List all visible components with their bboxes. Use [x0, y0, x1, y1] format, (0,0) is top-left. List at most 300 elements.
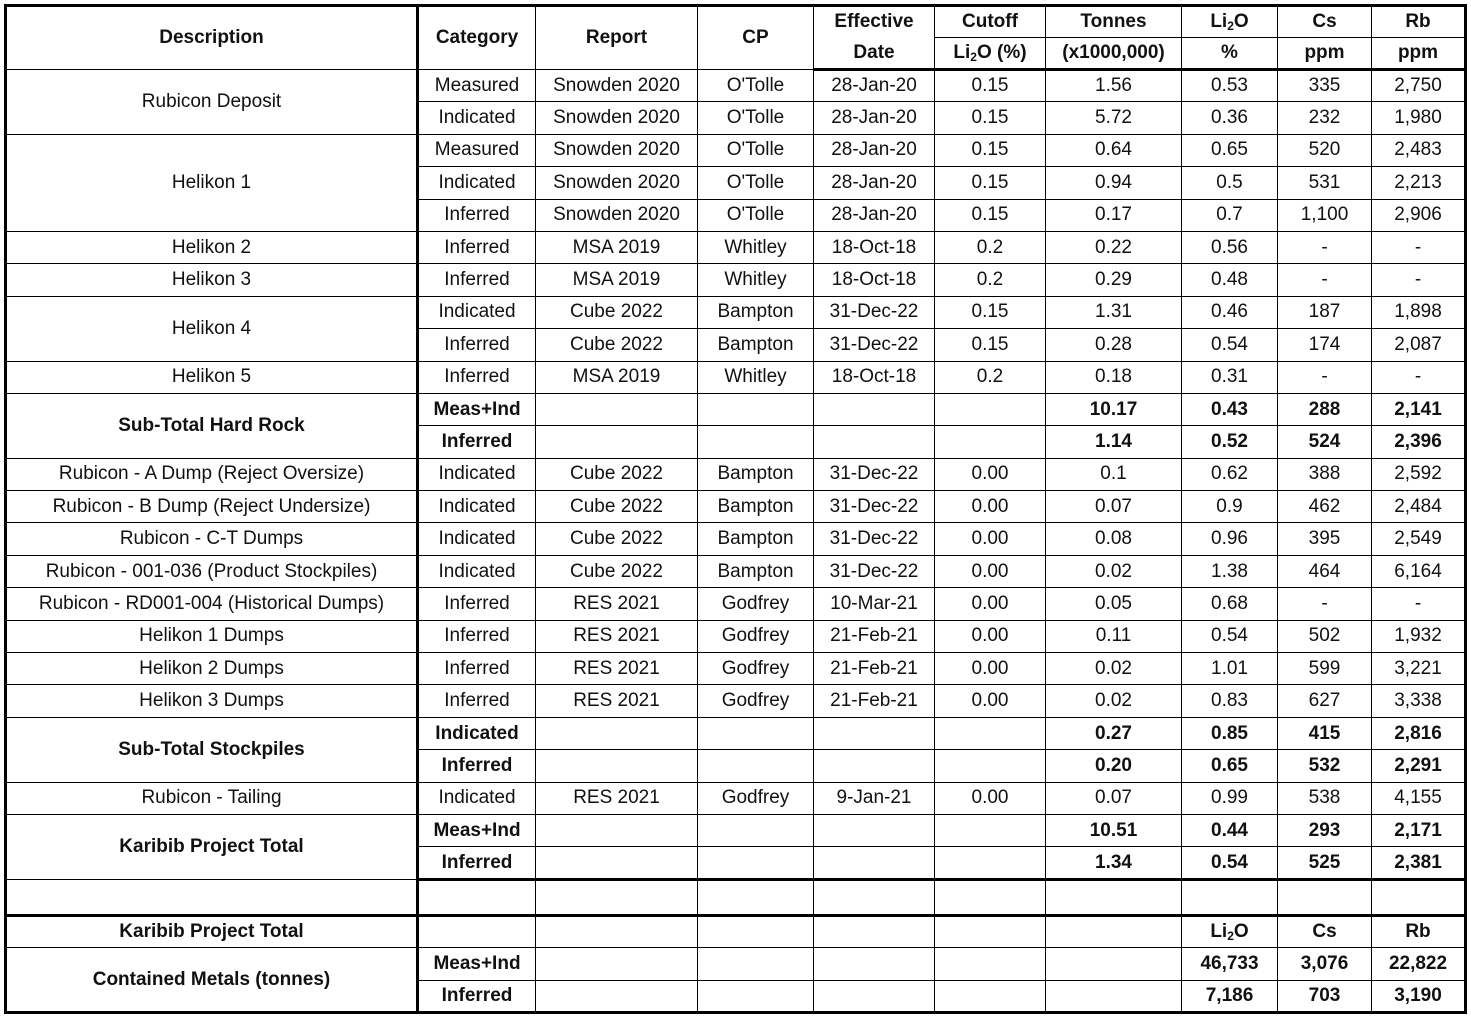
contained-li2o: 46,733	[1182, 948, 1278, 980]
cell-tonnes: 10.17	[1046, 393, 1182, 425]
cell-tonnes: 1.14	[1046, 426, 1182, 458]
cell-category: Meas+Ind	[418, 814, 536, 846]
cell-cs: 464	[1278, 555, 1372, 587]
cell-cp: Whitley	[698, 231, 814, 263]
cell-cs: 335	[1278, 70, 1372, 102]
table-row	[6, 685, 1466, 717]
empty-cell	[1046, 980, 1182, 1012]
cell-cutoff: 0.15	[935, 199, 1046, 231]
cell-tonnes: 5.72	[1046, 102, 1182, 134]
resource-table	[4, 4, 1467, 1014]
cell-effective-date: 28-Jan-20	[814, 199, 935, 231]
cell-category: Inferred	[418, 620, 536, 652]
table-row	[6, 653, 1466, 685]
cell-category: Inferred	[418, 653, 536, 685]
resource-table-container	[4, 4, 1467, 1014]
row-description: Rubicon - A Dump (Reject Oversize)	[6, 458, 418, 490]
cell-li2o: 0.85	[1182, 717, 1278, 749]
table-row	[6, 134, 1466, 166]
table-row	[6, 296, 1466, 328]
cell-rb: 2,592	[1372, 458, 1466, 490]
cell-rb: 2,087	[1372, 329, 1466, 361]
cell-cs: 462	[1278, 491, 1372, 523]
cell-report	[536, 393, 698, 425]
row-description: Helikon 4	[6, 296, 418, 361]
cell-tonnes: 10.51	[1046, 814, 1182, 846]
cell-category: Indicated	[418, 717, 536, 749]
cell-rb: 2,750	[1372, 70, 1466, 102]
cell-rb: 2,483	[1372, 134, 1466, 166]
cell-li2o: 0.53	[1182, 70, 1278, 102]
cell-li2o: 0.54	[1182, 847, 1278, 879]
cell-cutoff: 0.00	[935, 653, 1046, 685]
cell-li2o: 0.52	[1182, 426, 1278, 458]
header-report: Report	[536, 6, 698, 70]
cell-effective-date: 31-Dec-22	[814, 555, 935, 587]
cell-report	[536, 847, 698, 879]
header-tonnes: Tonnes	[1046, 6, 1182, 38]
cell-report: Cube 2022	[536, 458, 698, 490]
cell-cs: 1,100	[1278, 199, 1372, 231]
cell-category: Inferred	[418, 361, 536, 393]
empty-cell	[1372, 879, 1466, 915]
cell-cutoff: 0.00	[935, 685, 1046, 717]
cell-effective-date: 31-Dec-22	[814, 458, 935, 490]
contained-header-row	[6, 915, 1466, 947]
cell-li2o: 0.9	[1182, 491, 1278, 523]
cell-tonnes: 0.08	[1046, 523, 1182, 555]
table-row	[6, 361, 1466, 393]
empty-cell	[1046, 915, 1182, 947]
contained-rb: 3,190	[1372, 980, 1466, 1012]
cell-cutoff: 0.00	[935, 523, 1046, 555]
cell-cutoff: 0.15	[935, 296, 1046, 328]
cell-report: Cube 2022	[536, 296, 698, 328]
cell-tonnes: 0.07	[1046, 782, 1182, 814]
cell-report: Snowden 2020	[536, 167, 698, 199]
cell-category: Meas+Ind	[418, 393, 536, 425]
cell-cp	[698, 814, 814, 846]
cell-cs: 388	[1278, 458, 1372, 490]
cell-cp: Godfrey	[698, 653, 814, 685]
empty-cell	[698, 948, 814, 980]
cell-cutoff: 0.2	[935, 361, 1046, 393]
cell-category: Indicated	[418, 491, 536, 523]
cell-cp: Whitley	[698, 264, 814, 296]
empty-cell	[935, 879, 1046, 915]
cell-category: Inferred	[418, 426, 536, 458]
cell-cutoff: 0.15	[935, 70, 1046, 102]
cell-category: Inferred	[418, 685, 536, 717]
cell-tonnes: 0.27	[1046, 717, 1182, 749]
cell-rb: 4,155	[1372, 782, 1466, 814]
cell-category: Inferred	[418, 588, 536, 620]
cell-cutoff: 0.00	[935, 588, 1046, 620]
contained-cs: 703	[1278, 980, 1372, 1012]
cell-cs: 599	[1278, 653, 1372, 685]
cell-tonnes: 0.22	[1046, 231, 1182, 263]
cell-category: Inferred	[418, 750, 536, 782]
cell-category: Measured	[418, 70, 536, 102]
cell-report: Cube 2022	[536, 555, 698, 587]
header-cutoff-unit: $Li_2O$ (%)	[935, 38, 1046, 70]
cell-rb: 3,338	[1372, 685, 1466, 717]
cell-tonnes: 0.1	[1046, 458, 1182, 490]
table-row	[6, 717, 1466, 749]
cell-cs: -	[1278, 588, 1372, 620]
cell-effective-date: 21-Feb-21	[814, 653, 935, 685]
cell-li2o: 0.99	[1182, 782, 1278, 814]
cell-report: MSA 2019	[536, 231, 698, 263]
cell-cp	[698, 717, 814, 749]
cell-cs: 531	[1278, 167, 1372, 199]
cell-cp: Godfrey	[698, 620, 814, 652]
empty-cell	[536, 980, 698, 1012]
cell-cs: 293	[1278, 814, 1372, 846]
cell-cs: -	[1278, 361, 1372, 393]
contained-label: Contained Metals (tonnes)	[6, 948, 418, 1013]
header-category: Category	[418, 6, 536, 70]
cell-cp: Bampton	[698, 329, 814, 361]
cell-cs: 538	[1278, 782, 1372, 814]
cell-cutoff: 0.00	[935, 782, 1046, 814]
cell-effective-date	[814, 814, 935, 846]
header-effective-date: Date	[814, 38, 935, 70]
cell-category: Inferred	[418, 329, 536, 361]
cell-category: Inferred	[418, 199, 536, 231]
cell-li2o: 0.43	[1182, 393, 1278, 425]
cell-category: Inferred	[418, 231, 536, 263]
cell-category: Measured	[418, 134, 536, 166]
empty-cell	[814, 915, 935, 947]
table-row	[6, 393, 1466, 425]
empty-cell	[6, 879, 418, 915]
spacer-row	[6, 879, 1466, 915]
cell-rb: 2,484	[1372, 491, 1466, 523]
cell-effective-date: 9-Jan-21	[814, 782, 935, 814]
cell-category: Indicated	[418, 296, 536, 328]
cell-report: Snowden 2020	[536, 70, 698, 102]
cell-rb: -	[1372, 588, 1466, 620]
contained-title: Karibib Project Total	[6, 915, 418, 947]
cell-li2o: 0.48	[1182, 264, 1278, 296]
row-description: Helikon 1 Dumps	[6, 620, 418, 652]
cell-category: Inferred	[418, 264, 536, 296]
cell-cutoff: 0.00	[935, 458, 1046, 490]
cell-tonnes: 0.02	[1046, 555, 1182, 587]
cell-effective-date: 28-Jan-20	[814, 134, 935, 166]
cell-report	[536, 750, 698, 782]
row-description: Helikon 3 Dumps	[6, 685, 418, 717]
cell-tonnes: 0.07	[1046, 491, 1182, 523]
cell-report: RES 2021	[536, 620, 698, 652]
cell-category: Inferred	[418, 847, 536, 879]
row-description: Helikon 2	[6, 231, 418, 263]
empty-cell	[698, 980, 814, 1012]
table-body	[6, 6, 1466, 1013]
cell-report: Snowden 2020	[536, 134, 698, 166]
cell-cs: 232	[1278, 102, 1372, 134]
cell-report	[536, 717, 698, 749]
cell-effective-date: 21-Feb-21	[814, 685, 935, 717]
cell-cp	[698, 750, 814, 782]
cell-cutoff: 0.15	[935, 167, 1046, 199]
table-row	[6, 523, 1466, 555]
cell-li2o: 0.96	[1182, 523, 1278, 555]
cell-effective-date: 31-Dec-22	[814, 296, 935, 328]
cell-cutoff: 0.15	[935, 329, 1046, 361]
cell-category: Indicated	[418, 102, 536, 134]
cell-report: Snowden 2020	[536, 199, 698, 231]
cell-tonnes: 1.34	[1046, 847, 1182, 879]
cell-tonnes: 0.17	[1046, 199, 1182, 231]
cell-cp: Bampton	[698, 296, 814, 328]
empty-cell	[814, 980, 935, 1012]
empty-cell	[698, 879, 814, 915]
cell-cs: 532	[1278, 750, 1372, 782]
cell-cs: 502	[1278, 620, 1372, 652]
header-rb: Rb	[1372, 6, 1466, 38]
row-description: Sub-Total Hard Rock	[6, 393, 418, 458]
contained-li2o: 7,186	[1182, 980, 1278, 1012]
cell-rb: 1,932	[1372, 620, 1466, 652]
cell-cutoff	[935, 717, 1046, 749]
cell-cs: 524	[1278, 426, 1372, 458]
cell-cp	[698, 847, 814, 879]
cell-li2o: 0.5	[1182, 167, 1278, 199]
cell-report	[536, 814, 698, 846]
cell-cutoff: 0.2	[935, 231, 1046, 263]
table-row	[6, 458, 1466, 490]
empty-cell	[536, 879, 698, 915]
cell-rb: 1,980	[1372, 102, 1466, 134]
row-description: Rubicon - RD001-004 (Historical Dumps)	[6, 588, 418, 620]
empty-cell	[935, 915, 1046, 947]
cell-effective-date: 18-Oct-18	[814, 231, 935, 263]
cell-li2o: 0.46	[1182, 296, 1278, 328]
contained-row	[6, 948, 1466, 980]
empty-cell	[418, 879, 536, 915]
cell-li2o: 0.7	[1182, 199, 1278, 231]
cell-tonnes: 0.02	[1046, 653, 1182, 685]
cell-cp	[698, 426, 814, 458]
cell-cs: 395	[1278, 523, 1372, 555]
header-li2o-unit: %	[1182, 38, 1278, 70]
cell-cutoff	[935, 393, 1046, 425]
cell-cutoff: 0.15	[935, 134, 1046, 166]
cell-tonnes: 0.28	[1046, 329, 1182, 361]
cell-rb: 2,549	[1372, 523, 1466, 555]
row-description: Helikon 2 Dumps	[6, 653, 418, 685]
cell-cp: O'Tolle	[698, 70, 814, 102]
empty-cell	[698, 915, 814, 947]
table-row	[6, 231, 1466, 263]
cell-effective-date	[814, 393, 935, 425]
cell-report: MSA 2019	[536, 264, 698, 296]
row-description: Rubicon - 001-036 (Product Stockpiles)	[6, 555, 418, 587]
cell-effective-date: 31-Dec-22	[814, 491, 935, 523]
cell-li2o: 0.44	[1182, 814, 1278, 846]
cell-cp: O'Tolle	[698, 102, 814, 134]
cell-rb: 3,221	[1372, 653, 1466, 685]
cell-effective-date: 31-Dec-22	[814, 329, 935, 361]
cell-report: RES 2021	[536, 588, 698, 620]
cell-cutoff	[935, 750, 1046, 782]
cell-tonnes: 0.02	[1046, 685, 1182, 717]
empty-cell	[1278, 879, 1372, 915]
cell-cutoff	[935, 847, 1046, 879]
cell-cs: 288	[1278, 393, 1372, 425]
contained-li2o-header: $Li_2O$	[1182, 915, 1278, 947]
cell-cp: O'Tolle	[698, 134, 814, 166]
cell-li2o: 0.36	[1182, 102, 1278, 134]
cell-tonnes: 1.56	[1046, 70, 1182, 102]
cell-rb: -	[1372, 361, 1466, 393]
cell-effective-date: 28-Jan-20	[814, 167, 935, 199]
empty-cell	[814, 948, 935, 980]
empty-cell	[1046, 879, 1182, 915]
cell-category: Indicated	[418, 458, 536, 490]
cell-cp: O'Tolle	[698, 167, 814, 199]
cell-cutoff	[935, 426, 1046, 458]
cell-cs: 627	[1278, 685, 1372, 717]
table-row	[6, 70, 1466, 102]
empty-cell	[536, 915, 698, 947]
cell-rb: -	[1372, 264, 1466, 296]
cell-li2o: 0.65	[1182, 750, 1278, 782]
header-row-1	[6, 6, 1466, 38]
cell-li2o: 1.38	[1182, 555, 1278, 587]
header-rb-unit: ppm	[1372, 38, 1466, 70]
cell-report: Cube 2022	[536, 329, 698, 361]
table-row	[6, 264, 1466, 296]
cell-effective-date	[814, 847, 935, 879]
row-description: Sub-Total Stockpiles	[6, 717, 418, 782]
row-description: Rubicon - C-T Dumps	[6, 523, 418, 555]
cell-cs: -	[1278, 231, 1372, 263]
cell-li2o: 1.01	[1182, 653, 1278, 685]
empty-cell	[418, 915, 536, 947]
cell-category: Indicated	[418, 555, 536, 587]
table-row	[6, 814, 1466, 846]
cell-cp: Bampton	[698, 523, 814, 555]
contained-category: Inferred	[418, 980, 536, 1012]
header-tonnes-unit: (x1000,000)	[1046, 38, 1182, 70]
cell-li2o: 0.68	[1182, 588, 1278, 620]
header-cs: Cs	[1278, 6, 1372, 38]
cell-cutoff: 0.00	[935, 491, 1046, 523]
header-effective: Effective	[814, 6, 935, 38]
cell-cp: Bampton	[698, 555, 814, 587]
row-description: Karibib Project Total	[6, 814, 418, 879]
cell-cp: Godfrey	[698, 588, 814, 620]
empty-cell	[935, 948, 1046, 980]
cell-report	[536, 426, 698, 458]
cell-cutoff: 0.00	[935, 620, 1046, 652]
empty-cell	[1182, 879, 1278, 915]
cell-effective-date: 18-Oct-18	[814, 361, 935, 393]
cell-cs: 415	[1278, 717, 1372, 749]
table-row	[6, 782, 1466, 814]
cell-cp: Whitley	[698, 361, 814, 393]
header-description: Description	[6, 6, 418, 70]
cell-rb: 2,213	[1372, 167, 1466, 199]
table-row	[6, 588, 1466, 620]
cell-tonnes: 0.64	[1046, 134, 1182, 166]
cell-rb: 6,164	[1372, 555, 1466, 587]
cell-tonnes: 0.20	[1046, 750, 1182, 782]
cell-rb: 2,906	[1372, 199, 1466, 231]
cell-report: RES 2021	[536, 653, 698, 685]
cell-cp: Bampton	[698, 458, 814, 490]
cell-effective-date: 31-Dec-22	[814, 523, 935, 555]
cell-cs: 174	[1278, 329, 1372, 361]
row-description: Helikon 1	[6, 134, 418, 231]
cell-li2o: 0.54	[1182, 329, 1278, 361]
table-row	[6, 555, 1466, 587]
cell-category: Indicated	[418, 167, 536, 199]
cell-effective-date: 10-Mar-21	[814, 588, 935, 620]
cell-li2o: 0.65	[1182, 134, 1278, 166]
cell-tonnes: 0.11	[1046, 620, 1182, 652]
cell-rb: 2,171	[1372, 814, 1466, 846]
cell-effective-date	[814, 426, 935, 458]
cell-rb: 2,396	[1372, 426, 1466, 458]
cell-tonnes: 0.94	[1046, 167, 1182, 199]
cell-cp	[698, 393, 814, 425]
cell-tonnes: 0.05	[1046, 588, 1182, 620]
cell-rb: 2,381	[1372, 847, 1466, 879]
cell-cs: 525	[1278, 847, 1372, 879]
header-cutoff: Cutoff	[935, 6, 1046, 38]
cell-effective-date: 21-Feb-21	[814, 620, 935, 652]
contained-cs: 3,076	[1278, 948, 1372, 980]
cell-cs: -	[1278, 264, 1372, 296]
cell-report: Cube 2022	[536, 491, 698, 523]
row-description: Rubicon Deposit	[6, 70, 418, 135]
row-description: Rubicon - Tailing	[6, 782, 418, 814]
cell-rb: 2,816	[1372, 717, 1466, 749]
cell-report: MSA 2019	[536, 361, 698, 393]
cell-effective-date: 18-Oct-18	[814, 264, 935, 296]
cell-li2o: 0.54	[1182, 620, 1278, 652]
cell-li2o: 0.56	[1182, 231, 1278, 263]
contained-category: Meas+Ind	[418, 948, 536, 980]
cell-cutoff	[935, 814, 1046, 846]
cell-effective-date	[814, 717, 935, 749]
cell-cs: 520	[1278, 134, 1372, 166]
empty-cell	[814, 879, 935, 915]
header-li2o: $Li_2O$	[1182, 6, 1278, 38]
cell-cutoff: 0.15	[935, 102, 1046, 134]
cell-li2o: 0.62	[1182, 458, 1278, 490]
contained-rb: 22,822	[1372, 948, 1466, 980]
cell-tonnes: 0.29	[1046, 264, 1182, 296]
cell-tonnes: 1.31	[1046, 296, 1182, 328]
header-cp: CP	[698, 6, 814, 70]
cell-rb: 2,141	[1372, 393, 1466, 425]
empty-cell	[536, 948, 698, 980]
cell-tonnes: 0.18	[1046, 361, 1182, 393]
cell-rb: 1,898	[1372, 296, 1466, 328]
row-description: Helikon 5	[6, 361, 418, 393]
cell-cs: 187	[1278, 296, 1372, 328]
table-row	[6, 491, 1466, 523]
empty-cell	[1046, 948, 1182, 980]
cell-category: Indicated	[418, 782, 536, 814]
cell-cp: Bampton	[698, 491, 814, 523]
cell-report: Snowden 2020	[536, 102, 698, 134]
